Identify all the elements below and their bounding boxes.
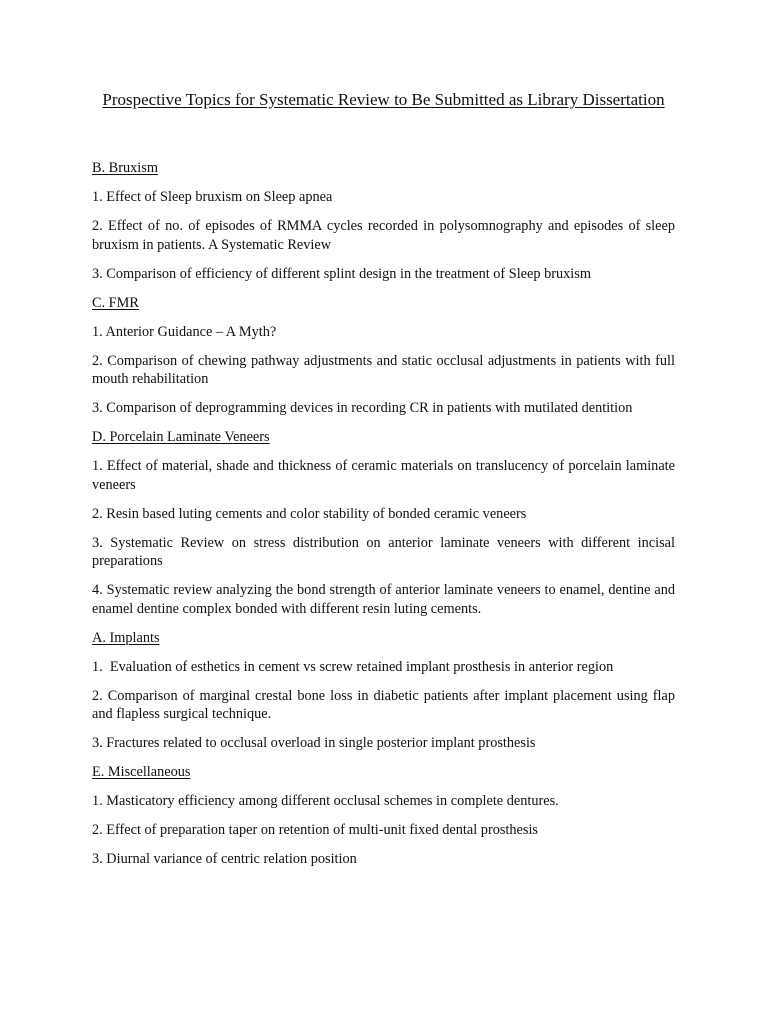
section-miscellaneous — [92, 763, 675, 869]
topic-list — [92, 188, 675, 283]
topic-list — [92, 658, 675, 753]
section-heading: C. FMR — [92, 294, 139, 311]
section-implants — [92, 629, 675, 753]
section-porcelain-laminate-veneers — [92, 428, 675, 618]
topic-item: 1. Masticatory efficiency among different occlusal schemes in complete dentures. — [92, 793, 559, 809]
section-heading: B. Bruxism — [92, 160, 158, 176]
topic-item: 4. Systematic review analyzing the bond strength of anterior laminate veneers to enamel, dentine and enamel dentine complex bonded with different resin luting cements. — [92, 582, 675, 617]
topic-item: 2. Comparison of marginal crestal bone loss in diabetic patients after implant placement using flap and flapless surgical technique. — [92, 687, 675, 722]
section-bruxism — [92, 159, 675, 283]
topic-item: 1. Effect of Sleep bruxism on Sleep apnea — [92, 189, 333, 205]
page-title: Prospective Topics for Systematic Review to Be Submitted as Library Dissertation — [102, 90, 665, 109]
topic-item: 3. Comparison of deprogramming devices in recording CR in patients with mutilated dentition — [92, 400, 633, 416]
topic-item: 3. Fractures related to occlusal overload in single posterior implant prosthesis — [92, 735, 536, 751]
topic-item: 2. Effect of no. of episodes of RMMA cycles recorded in polysomnography and episodes of sleep bruxism in patients. A Systematic Review — [92, 218, 675, 253]
topic-item: 2. Comparison of chewing pathway adjustments and static occlusal adjustments in patients with full mouth rehabilitation — [92, 352, 675, 387]
topic-item: 1. Evaluation of esthetics in cement vs screw retained implant prosthesis in anterior region — [92, 658, 614, 675]
topic-item: 3. Diurnal variance of centric relation position — [92, 851, 357, 867]
section-heading: A. Implants — [92, 629, 160, 646]
topic-list — [92, 457, 675, 618]
topic-item: 3. Comparison of efficiency of different splint design in the treatment of Sleep bruxism — [92, 265, 591, 282]
topic-item: 1. Effect of material, shade and thickness of ceramic materials on translucency of porcelain laminate veneers — [92, 458, 675, 493]
topic-item: 1. Anterior Guidance – A Myth? — [92, 323, 277, 340]
topic-item: 2. Effect of preparation taper on retention of multi-unit fixed dental prosthesis — [92, 822, 538, 838]
topic-list — [92, 792, 675, 869]
topic-item: 3. Systematic Review on stress distribution on anterior laminate veneers with different incisal preparations — [92, 534, 675, 569]
topic-list — [92, 323, 675, 418]
section-heading: D. Porcelain Laminate Veneers — [92, 429, 270, 445]
document-page — [92, 88, 675, 879]
topic-item: 2. Resin based luting cements and color stability of bonded ceramic veneers — [92, 505, 527, 522]
section-heading: E. Miscellaneous — [92, 764, 191, 780]
section-fmr — [92, 294, 675, 418]
